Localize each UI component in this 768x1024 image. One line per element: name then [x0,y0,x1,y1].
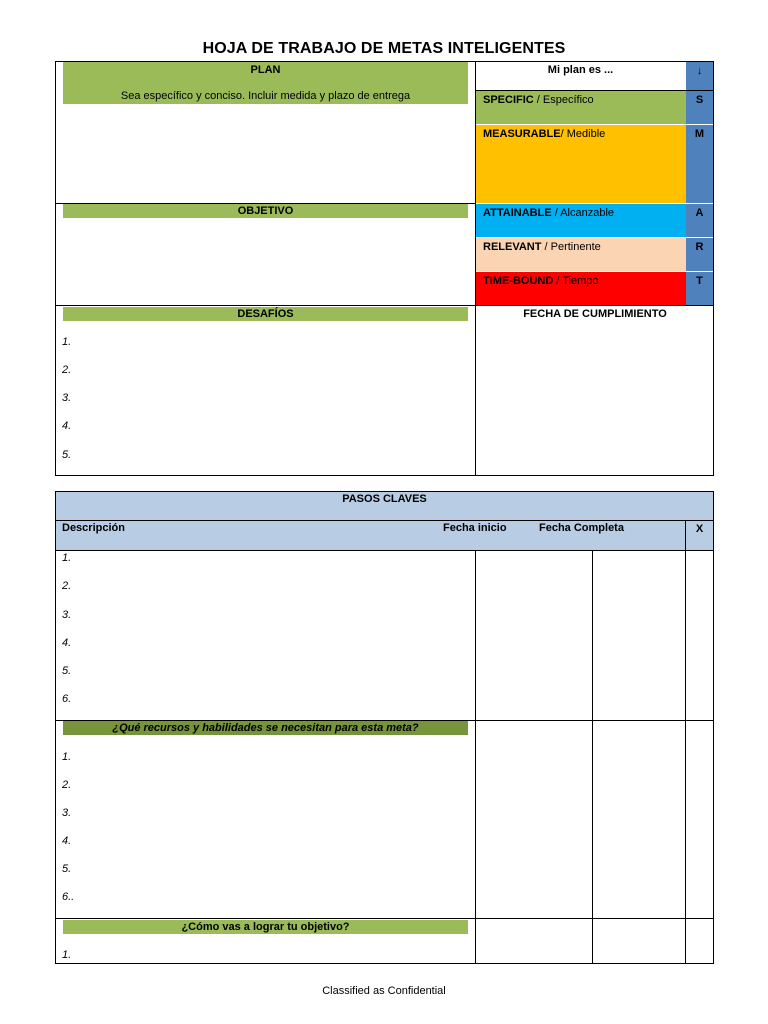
col-description: Descripción [62,522,125,534]
smart-specific-es: / Específico [533,94,594,106]
plan-header [63,62,468,104]
body-divider-x [685,550,686,964]
smart-time-bound [476,272,686,305]
smart-header-label: Mi plan es ... [547,64,614,76]
how-divider [55,918,714,919]
challenge-item: 2. [62,364,72,376]
resource-item: 5. [62,863,72,875]
page-title: HOJA DE TRABAJO DE METAS INTELIGENTES [202,40,566,57]
challenges-header: DESAFÍOS [63,307,468,321]
completion-date-label: FECHA DE CUMPLIMIENTO [523,308,667,320]
challenge-item: 1. [62,336,72,348]
key-step-item: 4. [62,637,72,649]
challenge-item: 4. [62,420,72,432]
col-complete-date: Fecha Completa [539,522,624,534]
footer-classification: Classified as Confidential [322,985,446,997]
key-step-item: 3. [62,609,72,621]
how-header: ¿Cómo vas a lograr tu objetivo? [63,920,468,934]
body-divider-start [592,550,593,964]
smart-letter-r: R [686,238,713,271]
challenge-item: 5. [62,449,72,461]
resource-item: 2. [62,779,72,791]
smart-letter-a: A [686,204,713,237]
resource-item: 1. [62,751,72,763]
smart-header [476,62,685,90]
resource-item: 6.. [62,891,75,903]
key-steps-title: PASOS CLAVES [342,493,427,505]
key-step-item: 1. [62,552,72,564]
smart-measurable [476,125,686,203]
smart-relevant-es: / Pertinente [541,241,601,253]
arrow-down-icon: ↓ [686,62,713,90]
challenge-item: 3. [62,392,72,404]
smart-specific [476,91,686,124]
smart-letter-t: T [686,272,713,305]
key-step-item: 6. [62,693,72,705]
smart-letter-m: M [686,125,713,203]
smart-attainable-es: / Alcanzable [551,207,615,219]
smart-relevant [476,238,686,271]
plan-label: PLAN [250,64,281,76]
col-x: X [695,523,704,535]
resource-item: 4. [62,835,72,847]
resource-item: 3. [62,807,72,819]
smart-attainable-en: ATTAINABLE [483,207,552,219]
objective-divider [55,305,714,306]
col-start-date: Fecha inicio [443,522,507,534]
key-step-item: 2. [62,580,72,592]
smart-time-bound-es: / Tiempo [553,275,599,287]
key-step-item: 5. [62,665,72,677]
smart-measurable-es: / Medible [560,128,606,140]
how-item: 1. [62,949,72,961]
resources-header: ¿Qué recursos y habilidades se necesitan para esta meta? [63,721,468,735]
smart-relevant-en: RELEVANT [483,241,542,253]
objective-header: OBJETIVO [63,204,468,218]
smart-time-bound-en: TIME-BOUND [483,275,554,287]
smart-specific-en: SPECIFIC [483,94,534,106]
completion-date-area[interactable] [478,324,712,474]
smart-attainable [476,204,686,237]
smart-letter-s: S [686,91,713,124]
plan-input-area[interactable] [58,106,472,200]
body-divider-description [475,550,476,964]
smart-measurable-en: MEASURABLE [483,128,561,140]
plan-hint: Sea específico y conciso. Incluir medida y plazo de entrega [120,90,411,102]
objective-input-area[interactable] [58,220,472,302]
column-header-divider [55,550,714,551]
